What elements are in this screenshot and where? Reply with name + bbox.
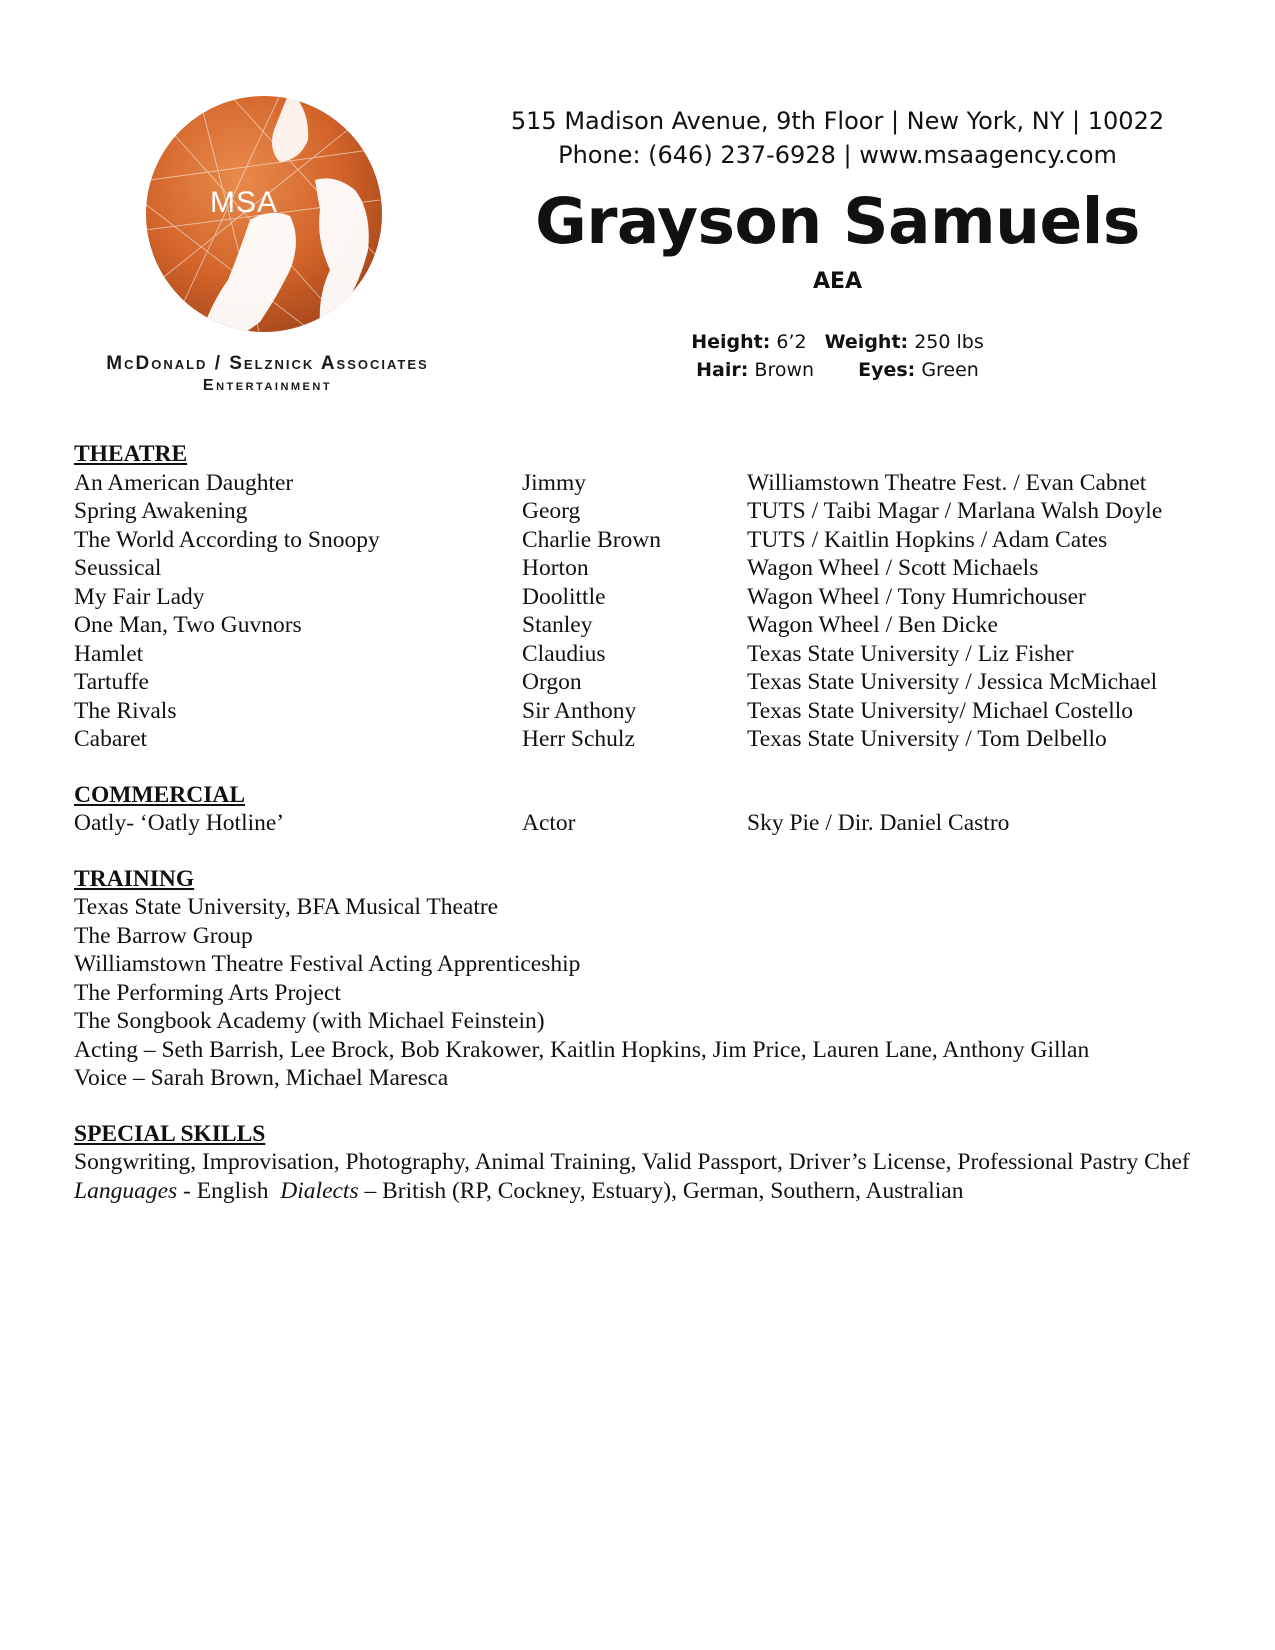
credit-company: Williamstown Theatre Fest. / Evan Cabnet: [747, 469, 1147, 496]
training-item: The Performing Arts Project: [74, 979, 341, 1006]
weight-value: 250 lbs: [914, 331, 984, 353]
credit-show: An American Daughter: [74, 469, 294, 496]
languages-value: - English: [177, 1177, 275, 1204]
hair-label: Hair:: [696, 359, 749, 381]
credit-role: Charlie Brown: [522, 526, 662, 553]
training-heading: TRAINING: [74, 865, 195, 892]
credit-company: Wagon Wheel / Ben Dicke: [747, 612, 998, 638]
credit-role: Sir Anthony: [522, 697, 637, 724]
skills-list: Songwriting, Improvisation, Photography, Animal Training, Valid Passport, Driver’s License, Professional Pastry Chef: [74, 1149, 1190, 1175]
credit-company: Texas State University/ Michael Costello: [747, 697, 1134, 724]
credit-show: The Rivals: [74, 697, 177, 724]
theatre-credits: [74, 469, 1224, 754]
credit-row: [74, 611, 1224, 640]
credit-role: Jimmy: [522, 469, 586, 496]
credit-company: Texas State University / Liz Fisher: [747, 640, 1074, 667]
height-value: 6’2: [776, 331, 807, 353]
actor-stats: [470, 328, 1205, 384]
credit-row: [74, 668, 1224, 697]
training-section: [74, 865, 1224, 1093]
resume-body: [74, 440, 1224, 1232]
agency-contact-block: [470, 104, 1205, 172]
credit-show: Oatly- ‘Oatly Hotline’: [74, 810, 285, 836]
credit-show: Cabaret: [74, 726, 148, 752]
credit-row: [74, 497, 1224, 526]
credit-role: Georg: [522, 498, 581, 524]
agency-phone-website: Phone: (646) 237-6928 | www.msaagency.com: [558, 141, 1117, 169]
credit-row: [74, 697, 1224, 726]
stats-line-1: [470, 328, 1205, 356]
credit-role: Stanley: [522, 612, 593, 638]
stats-line-2: [470, 356, 1205, 384]
credit-company: TUTS / Kaitlin Hopkins / Adam Cates: [747, 526, 1108, 553]
credit-show: Tartuffe: [74, 669, 149, 695]
credit-company: TUTS / Taibi Magar / Marlana Walsh Doyle: [747, 498, 1163, 524]
special-skills-heading: SPECIAL SKILLS: [74, 1120, 266, 1147]
credit-show: Spring Awakening: [74, 498, 248, 524]
credit-row: [74, 469, 1224, 498]
credit-show: My Fair Lady: [74, 583, 205, 610]
credit-row: [74, 725, 1224, 754]
dialects-value: – British (RP, Cockney, Estuary), German, Southern, Australian: [358, 1177, 964, 1204]
languages-dialects-line: [74, 1177, 1224, 1206]
credit-role: Herr Schulz: [522, 726, 635, 752]
training-item: Voice – Sarah Brown, Michael Maresca: [74, 1065, 449, 1091]
eyes-label: Eyes:: [858, 359, 916, 381]
agency-name-line1: McDonald / Selznick Associates: [106, 353, 429, 374]
msa-globe-logo: [140, 90, 388, 338]
logo-text: MSA: [209, 186, 279, 219]
actor-name: Grayson Samuels: [535, 185, 1140, 258]
commercial-heading: COMMERCIAL: [74, 781, 246, 808]
theatre-heading: THEATRE: [74, 441, 188, 467]
credit-row: [74, 583, 1224, 612]
special-skills-section: [74, 1120, 1224, 1206]
agency-name: [55, 353, 480, 397]
credit-show: The World According to Snoopy: [74, 526, 380, 553]
credit-company: Wagon Wheel / Scott Michaels: [747, 555, 1039, 581]
height-label: Height:: [691, 331, 771, 353]
credit-role: Actor: [522, 810, 576, 836]
credit-show: Seussical: [74, 555, 162, 581]
hair-value: Brown: [754, 359, 815, 381]
eyes-value: Green: [921, 359, 979, 381]
theatre-section: [74, 440, 1224, 754]
training-item: Williamstown Theatre Festival Acting Apprenticeship: [74, 951, 581, 977]
training-item: The Barrow Group: [74, 922, 253, 949]
credit-company: Texas State University / Jessica McMichael: [747, 669, 1158, 695]
credit-row: [74, 809, 1224, 838]
credit-row: [74, 554, 1224, 583]
credit-role: Claudius: [522, 640, 606, 667]
commercial-section: [74, 781, 1224, 838]
credit-company: Sky Pie / Dir. Daniel Castro: [747, 810, 1010, 836]
languages-label: Languages: [74, 1177, 178, 1204]
union-affiliation: AEA: [812, 269, 863, 294]
credit-role: Orgon: [522, 669, 582, 695]
credit-row: [74, 526, 1224, 555]
credit-company: Texas State University / Tom Delbello: [747, 726, 1107, 752]
training-item: Acting – Seth Barrish, Lee Brock, Bob Krakower, Kaitlin Hopkins, Jim Price, Lauren Lane, Anthony Gillan: [74, 1036, 1090, 1063]
agency-name-line2: Entertainment: [202, 377, 333, 394]
agency-address: 515 Madison Avenue, 9th Floor | New York, NY | 10022: [510, 107, 1165, 135]
dialects-label: Dialects: [280, 1177, 359, 1204]
credit-company: Wagon Wheel / Tony Humrichouser: [747, 583, 1086, 610]
credit-show: One Man, Two Guvnors: [74, 612, 302, 638]
credit-role: Horton: [522, 555, 589, 581]
training-item: The Songbook Academy (with Michael Feinstein): [74, 1008, 545, 1034]
credit-show: Hamlet: [74, 640, 144, 667]
credit-role: Doolittle: [522, 583, 606, 610]
credit-row: [74, 640, 1224, 669]
training-item: Texas State University, BFA Musical Theatre: [74, 894, 499, 920]
weight-label: Weight:: [824, 331, 909, 353]
